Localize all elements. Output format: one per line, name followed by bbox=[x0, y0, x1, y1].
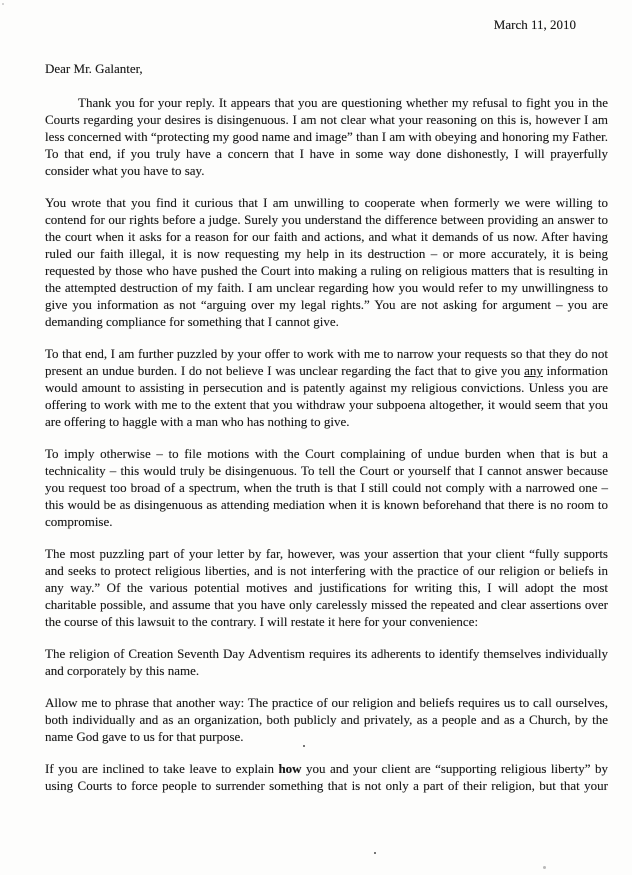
letter-salutation: Dear Mr. Galanter, bbox=[45, 61, 143, 76]
letter-paragraphs bbox=[45, 94, 608, 794]
text-run: You wrote that you find it curious that I am unwilling to cooperate when formerly we were willing to contend for our rights before a judge. Surely you understand the difference between providing an answer to the court when it asks for a reason for our faith and actions, and what it demands of us now. After having ruled our faith illegal, it is now requesting my help in its destruction – or more accurately, it is being requested by those who have pushed the Court into making a ruling on religious matters that is resulting in the attempted destruction of my faith. I am unclear regarding how you would refer to my unwillingness to give you information as not “arguing over my legal rights.” You are not asking for argument – you are demanding compliance for something that I cannot give. bbox=[45, 195, 608, 329]
letter-date: March 11, 2010 bbox=[493, 17, 576, 32]
letter-paragraph bbox=[45, 545, 608, 630]
text-run: If you are inclined to take leave to explain bbox=[45, 761, 279, 776]
letter-paragraph bbox=[45, 194, 608, 330]
scan-speck bbox=[2, 3, 4, 5]
letter-paragraph bbox=[45, 94, 608, 179]
letter-paragraph bbox=[45, 445, 608, 530]
letter-paragraph bbox=[45, 694, 608, 745]
letter-paragraph bbox=[45, 645, 608, 679]
text-run: To imply otherwise – to file motions with the Court complaining of undue burden when that is but a technicality – this would truly be disingenuous. To tell the Court or yourself that I cannot answer because you request too broad of a spectrum, when the truth is that I still could not comply with a narrowed one – this would be as disingenuous as attending mediation when it is known beforehand that there is no room to compromise. bbox=[45, 446, 608, 529]
letter-paragraph bbox=[45, 345, 608, 430]
scan-speck bbox=[543, 866, 546, 869]
text-run: information would amount to assisting in persecution and is patently against my religious convictions. Unless you are offering to work with me to the extent that you withdraw your subpoena altogether, it would seem that you are offering to haggle with a man who has nothing to give. bbox=[45, 363, 608, 429]
scan-speck bbox=[303, 745, 305, 747]
text-run: Thank you for your reply. It appears that you are questioning whether my refusal to fight you in the Courts regarding your desires is disingenuous. I am not clear what your reasoning on this is, however I am less concerned with “protecting my good name and image” than I am with obeying and honoring my Father. To that end, if you truly have a concern that I have in some way done dishonestly, I will prayerfully consider what you have to say. bbox=[45, 95, 608, 178]
text-run: any bbox=[524, 363, 543, 378]
text-run: you and your client are “supporting religious liberty” by using Courts to force people to surrender something that is not only a part of their religion, but that your bbox=[45, 761, 608, 793]
text-run: Allow me to phrase that another way: The practice of our religion and beliefs requires us to call ourselves, both individually and as an organization, both publicly and privately, as a people and as a Church, by the name God gave to us for that purpose. bbox=[45, 695, 608, 744]
text-run: how bbox=[278, 761, 302, 776]
scan-speck bbox=[374, 852, 376, 854]
text-run: To that end, I am further puzzled by your offer to work with me to narrow your requests so that they do not present an undue burden. I do not believe I was unclear regarding the fact that to give you bbox=[45, 346, 608, 378]
letter-paragraph bbox=[45, 760, 608, 794]
text-run: The religion of Creation Seventh Day Adventism requires its adherents to identify themselves individually and corporately by this name. bbox=[45, 646, 608, 678]
text-run: The most puzzling part of your letter by far, however, was your assertion that your client “fully supports and seeks to protect religious liberties, and is not interfering with the practice of our religion or beliefs in any way.” Of the various potential motives and justifications for writing this, I will adopt the most charitable possible, and assume that you have only carelessly missed the repeated and clear assertions over the course of this lawsuit to the contrary. I will restate it here for your convenience: bbox=[45, 546, 608, 629]
